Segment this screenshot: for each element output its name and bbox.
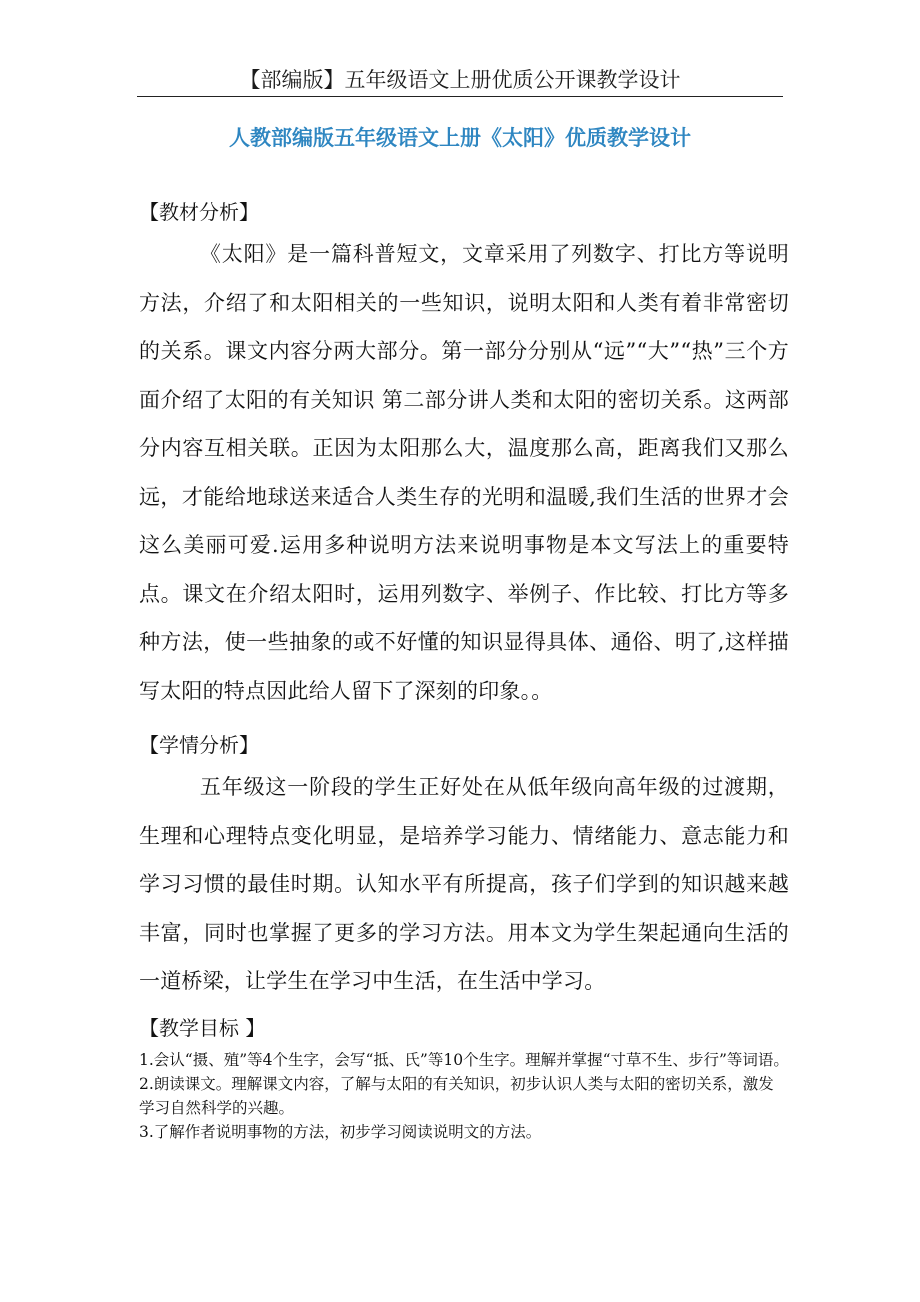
document-body xyxy=(139,196,789,1144)
teaching-goal-item: 3.了解作者说明事物的方法，初步学习阅读说明文的方法。 xyxy=(139,1122,542,1141)
section-heading-student-analysis: 【学情分析】 xyxy=(139,733,259,757)
teaching-goal-item: 1.会认“摄、殖”等4个生字，会写“抵、氏”等10个生字。理解并掌握“寸草不生、步行”等词语。 xyxy=(139,1050,789,1069)
section-heading-material-analysis: 【教材分析】 xyxy=(139,200,259,224)
section-heading-teaching-goals: 【教学目标 】 xyxy=(139,1015,266,1040)
header-divider xyxy=(137,96,783,97)
document-title: 人教部编版五年级语文上册《太阳》优质教学设计 xyxy=(229,126,691,150)
teaching-goal-item: 2.朗读课文。理解课文内容，了解与太阳的有关知识，初步认识人类与太阳的密切关系，激发学习自然科学的兴趣。 xyxy=(139,1074,774,1117)
student-analysis-paragraph: 五年级这一阶段的学生正好处在从低年级向高年级的过渡期，生理和心理特点变化明显，是培养学习能力、情绪能力、意志能力和学习习惯的最佳时期。认知水平有所提高，孩子们学到的知识越来越丰富，同时也掌握了更多的学习方法。用本文为学生架起通向生活的一道桥梁，让学生在学习中生活，在生活中学习。 xyxy=(139,775,789,993)
page-header: 【部编版】五年级语文上册优质公开课教学设计 xyxy=(239,68,681,92)
teaching-goals-list xyxy=(139,1048,789,1144)
material-analysis-paragraph: 《太阳》是一篇科普短文，文章采用了列数字、打比方等说明方法，介绍了和太阳相关的一些知识，说明太阳和人类有着非常密切的关系。课文内容分两大部分。第一部分分别从“远”“大”“热”三个方面介绍了太阳的有关知识 第二部分讲人类和太阳的密切关系。这两部分内容互相关联。正因为太阳那么大，温度那么高，距离我们又那么远，才能给地球送来适合人类生存的光明和温暖,我们生活的世界才会这么美丽可爱.运用多种说明方法来说明事物是本文写法上的重要特点。课文在介绍太阳时，运用列数字、举例子、作比较、打比方等多种方法，使一些抽象的或不好懂的知识显得具体、通俗、明了,这样描写太阳的特点因此给人留下了深刻的印象。。 xyxy=(139,242,789,703)
